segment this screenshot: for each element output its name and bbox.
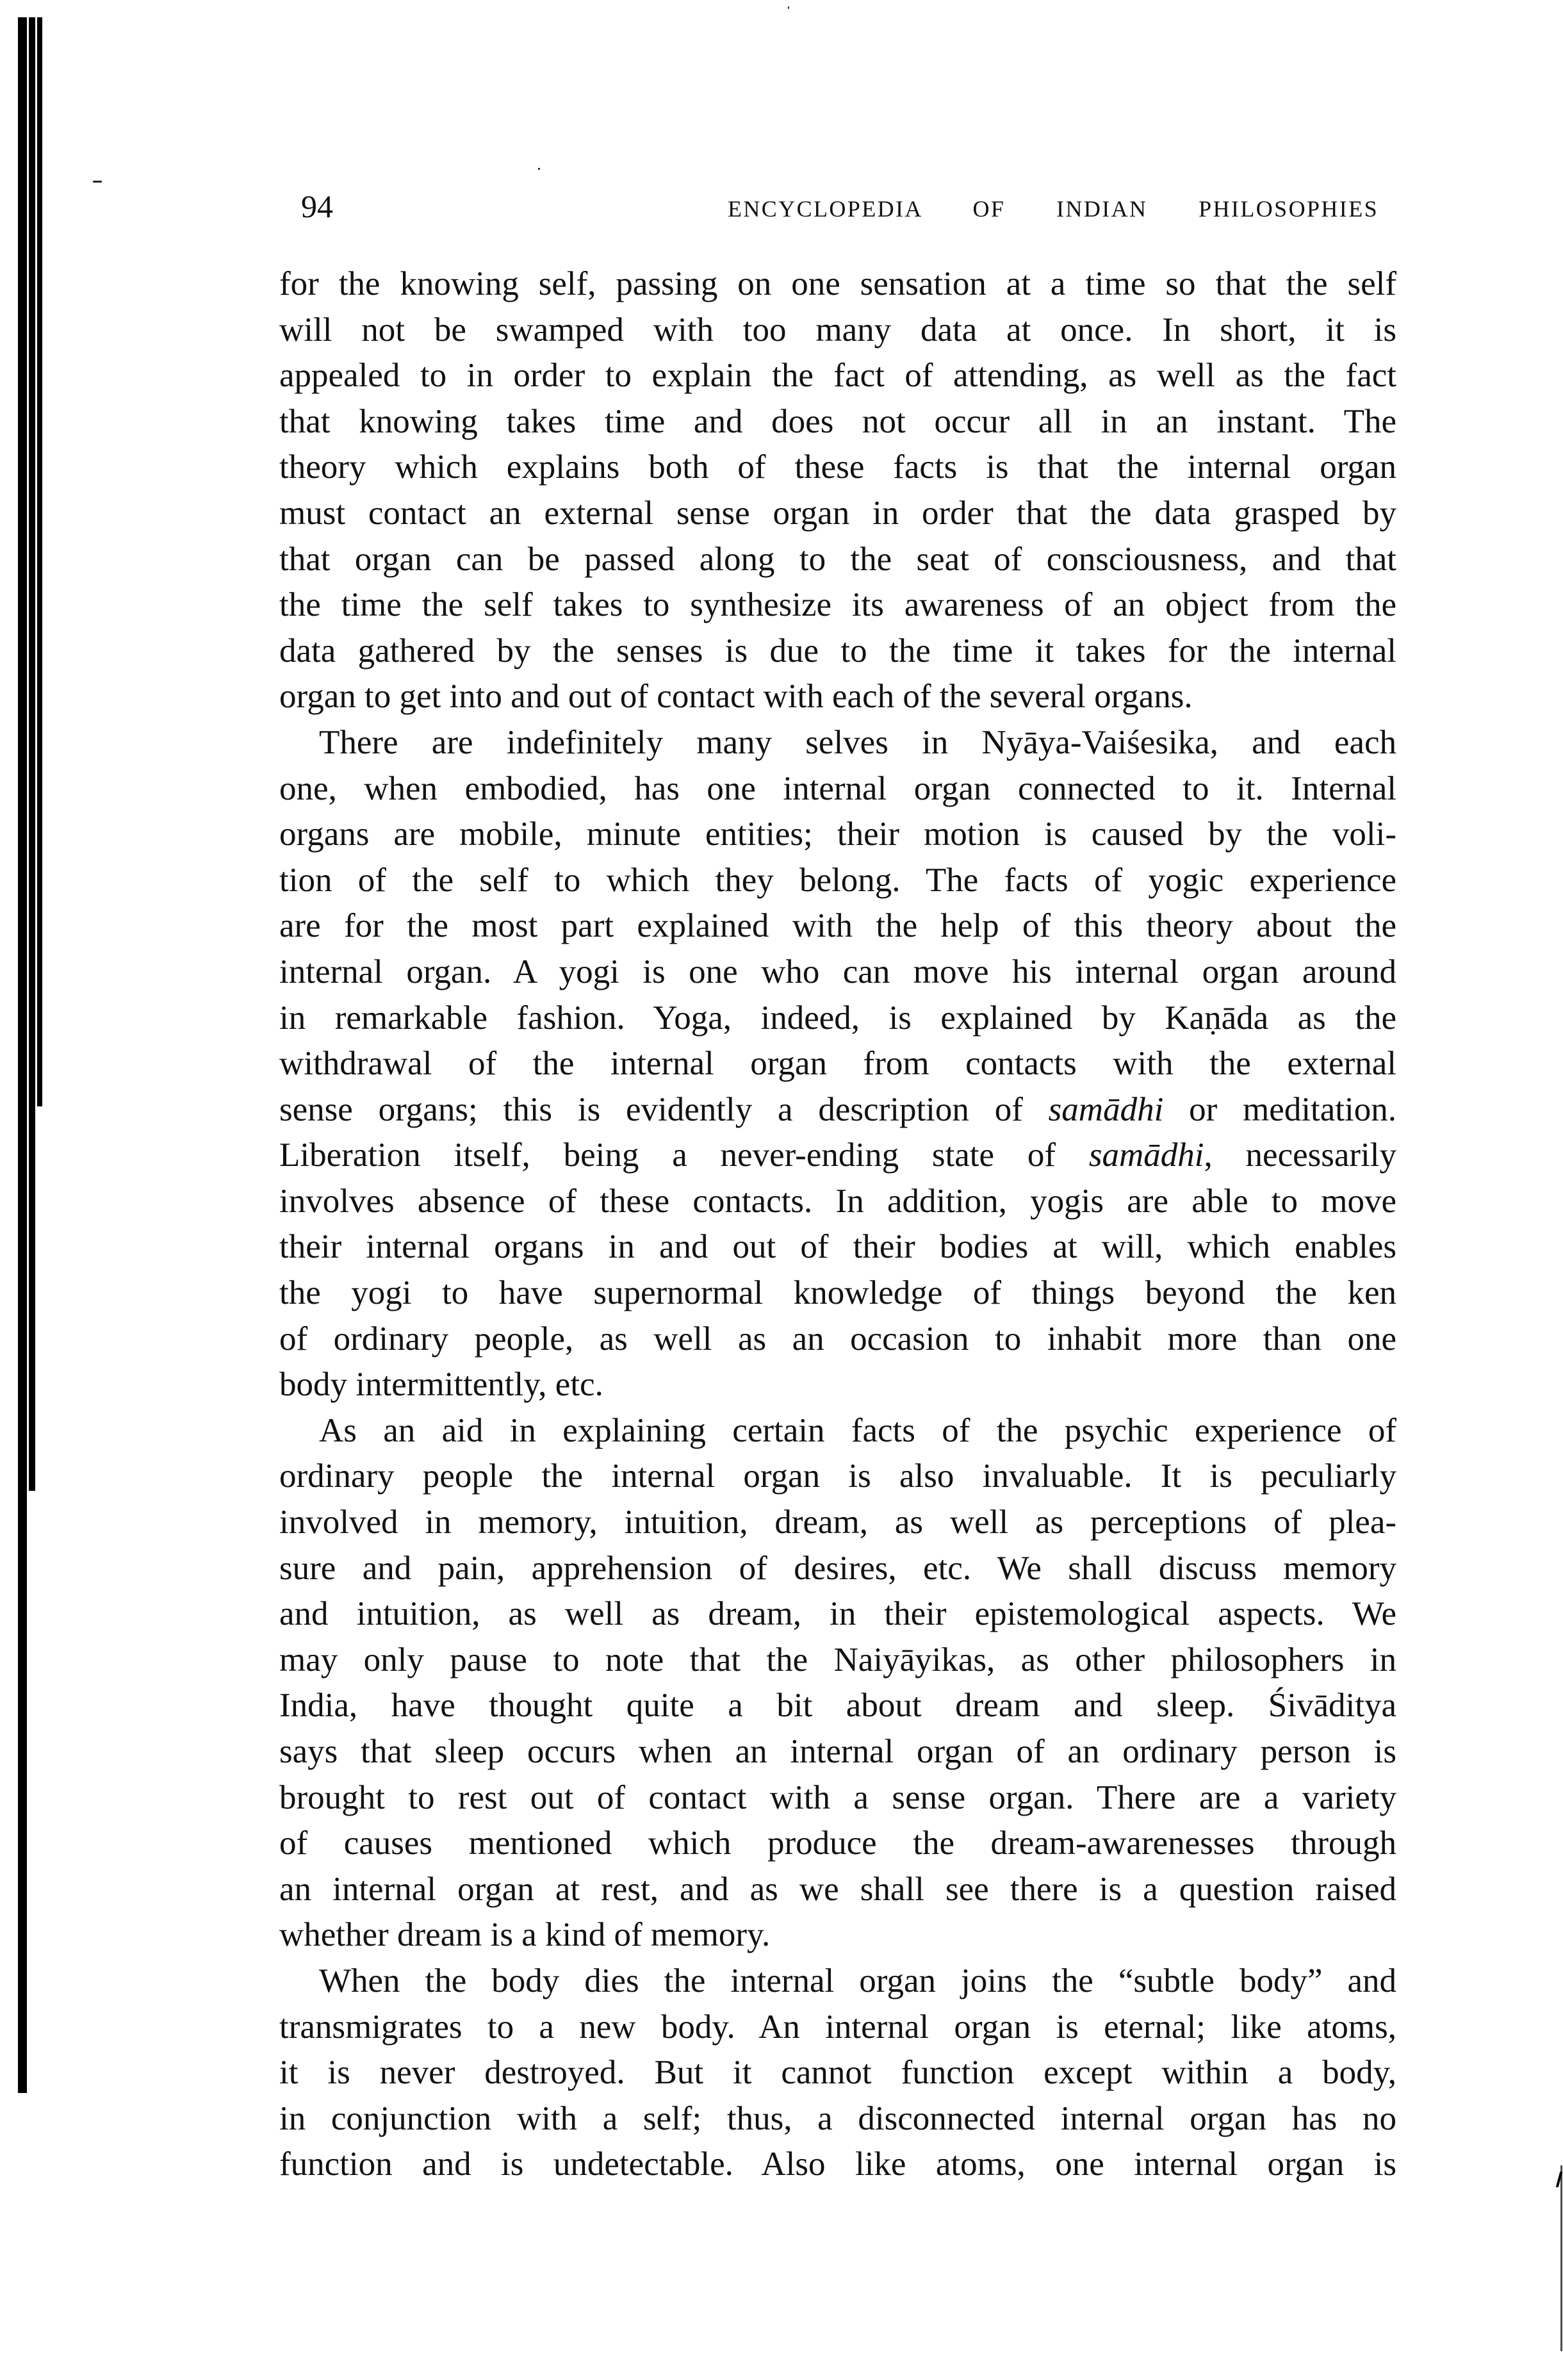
text-line: sense organs; this is evidently a description of samādhi or meditation. — [279, 1090, 1397, 1128]
italic-term: samādhi — [1048, 1090, 1164, 1128]
text-line: There are indefinitely many selves in Nyāya-Vaiśesika, and each — [319, 723, 1396, 761]
page-number: 94 — [301, 188, 333, 224]
text-line: India, have thought quite a bit about dream and sleep. Śivāditya — [279, 1687, 1396, 1725]
text-line: data gathered by the senses is due to the time it takes for the internal — [279, 632, 1396, 669]
text-line: function and is undetectable. Also like atoms, one internal organ is — [279, 2146, 1396, 2183]
paragraph — [279, 261, 1396, 720]
text-line: When the body dies the internal organ joins the “subtle body” and — [319, 1962, 1396, 1999]
running-head-title: ENCYCLOPEDIA OF INDIAN PHILOSOPHIES — [728, 196, 1379, 222]
text-line: of causes mentioned which produce the dream-awarenesses through — [279, 1825, 1396, 1862]
text-line: body intermittently, etc. — [279, 1366, 603, 1404]
text-line: may only pause to note that the Naiyāyikas, as other philosophers in — [279, 1641, 1396, 1678]
scan-speck — [788, 6, 789, 9]
text-line: tion of the self to which they belong. The facts of yogic experience — [279, 861, 1396, 899]
text-line: for the knowing self, passing on one sensation at a time so that the self — [279, 265, 1396, 302]
text-line: Liberation itself, being a never-ending state of samādhi, necessarily — [279, 1137, 1396, 1174]
text-line: in conjunction with a self; thus, a disconnected internal organ has no — [279, 2099, 1396, 2137]
text-line: that organ can be passed along to the seat of consciousness, and that — [279, 540, 1396, 578]
right-page-edge — [1560, 2165, 1562, 2351]
paragraph — [279, 1408, 1396, 1958]
text-line: the time the self takes to synthesize its awareness of an object from the — [279, 586, 1396, 624]
text-line: organs are mobile, minute entities; their motion is caused by the voli- — [279, 816, 1396, 853]
text-line: transmigrates to a new body. An internal organ is eternal; like atoms, — [279, 2008, 1396, 2046]
scan-speck — [93, 181, 102, 183]
text-line: theory which explains both of these facts is that the internal organ — [279, 448, 1396, 486]
text-line: must contact an external sense organ in order that the data grasped by — [279, 494, 1396, 532]
text-line: internal organ. A yogi is one who can move his internal organ around — [279, 953, 1396, 990]
text-line: withdrawal of the internal organ from contacts with the external — [279, 1045, 1396, 1083]
text-line: involved in memory, intuition, dream, as well as perceptions of plea- — [279, 1504, 1396, 1541]
text-line: and intuition, as well as dream, in their epistemological aspects. We — [279, 1595, 1396, 1633]
running-head — [0, 187, 1563, 226]
paragraph — [279, 720, 1396, 1408]
text-line: appealed to in order to explain the fact of attending, as well as the fact — [279, 357, 1396, 395]
scan-speck — [538, 168, 540, 170]
text-line: it is never destroyed. But it cannot function except within a body, — [279, 2054, 1396, 2092]
text-line: ordinary people the internal organ is also invaluable. It is peculiarly — [279, 1457, 1396, 1495]
text-line: sure and pain, apprehension of desires, etc. We shall discuss memory — [279, 1549, 1396, 1587]
text-line: As an aid in explaining certain facts of the psychic experience of — [319, 1411, 1396, 1449]
text-line: brought to rest out of contact with a sense organ. There are a variety — [279, 1778, 1396, 1816]
binding-edge-shadow — [18, 17, 44, 2093]
text-line: says that sleep occurs when an internal organ of an ordinary person is — [279, 1733, 1396, 1770]
text-line: an internal organ at rest, and as we shall see there is a question raised — [279, 1870, 1396, 1908]
text-line: one, when embodied, has one internal organ connected to it. Internal — [279, 769, 1396, 807]
text-line: are for the most part explained with the help of this theory about the — [279, 907, 1396, 945]
text-line: involves absence of these contacts. In addition, yogis are able to move — [279, 1182, 1396, 1220]
text-line: in remarkable fashion. Yoga, indeed, is explained by Kaṇāda as the — [279, 999, 1396, 1037]
paragraph — [279, 1958, 1396, 2188]
text-line: will not be swamped with too many data at once. In short, it is — [279, 311, 1396, 349]
text-line: that knowing takes time and does not occur all in an instant. The — [279, 402, 1396, 440]
text-line: their internal organs in and out of their bodies at will, which enables — [279, 1228, 1396, 1266]
text-line: the yogi to have supernormal knowledge of things beyond the ken — [279, 1274, 1396, 1312]
italic-term: samādhi — [1088, 1137, 1204, 1174]
text-line: organ to get into and out of contact with each of the several organs. — [279, 678, 1193, 716]
text-line: whether dream is a kind of memory. — [279, 1916, 771, 1954]
text-line: of ordinary people, as well as an occasion to inhabit more than one — [279, 1320, 1396, 1358]
body-text — [279, 261, 1396, 2188]
